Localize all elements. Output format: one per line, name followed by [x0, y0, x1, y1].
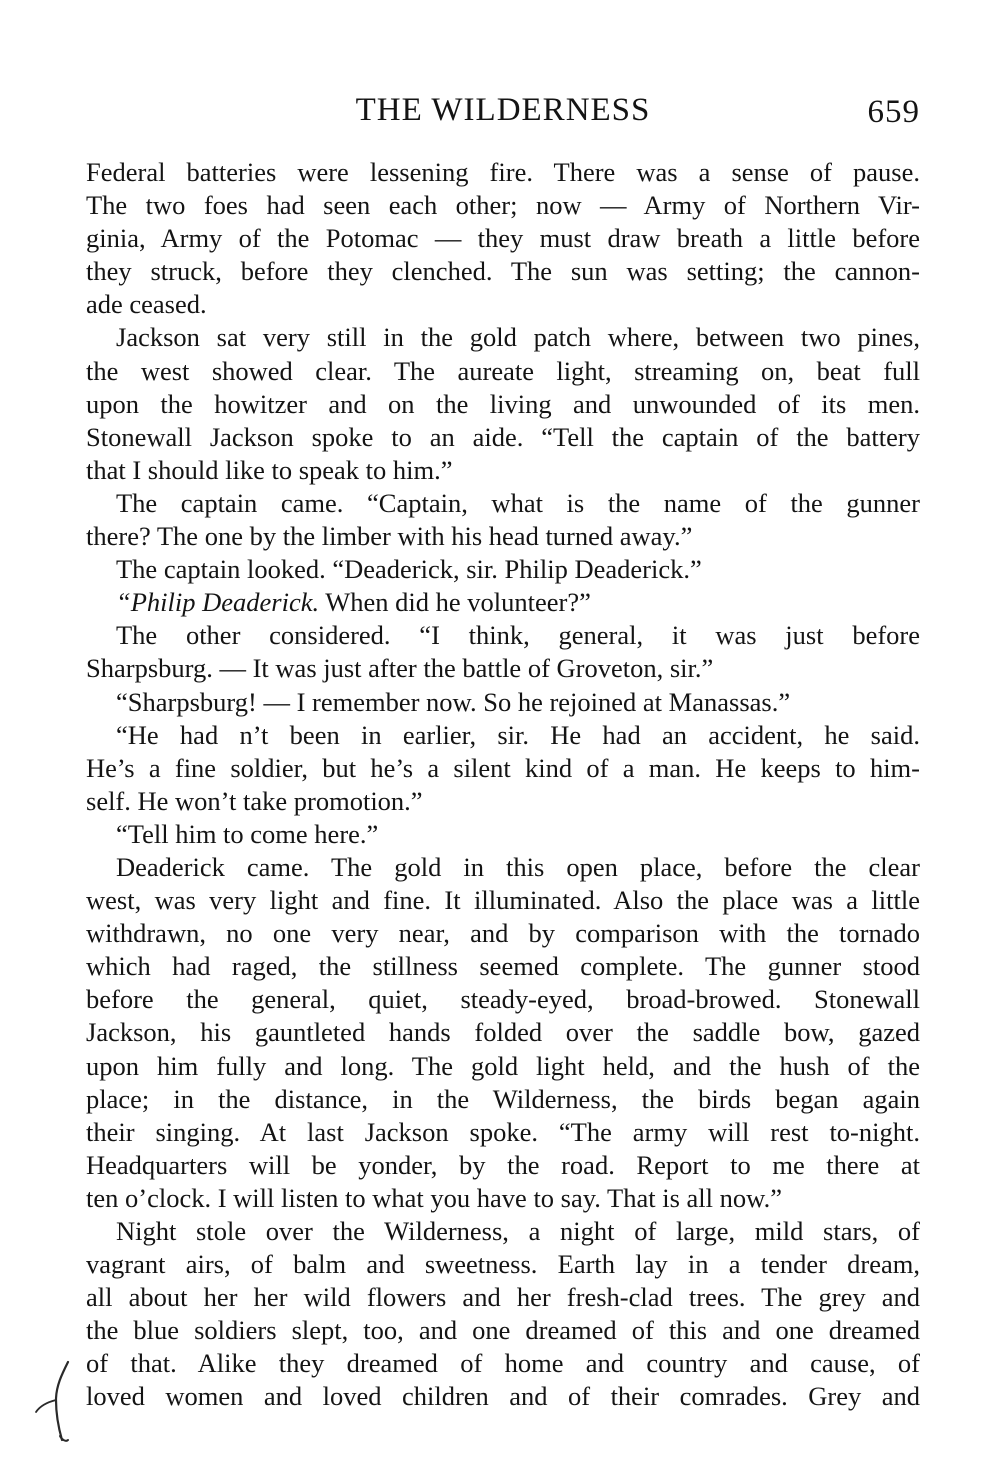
paragraph [86, 321, 920, 486]
text-span: When did he volunteer?” [319, 587, 591, 618]
text-line: ade ceased. [86, 289, 207, 320]
text-line: west, was very light and fine. It illuminated. Also the place was a little [86, 885, 920, 916]
text-line: The captain came. “Captain, what is the name of the gunner [116, 487, 920, 518]
text-line: the west showed clear. The aureate light, streaming on, beat full [86, 355, 920, 386]
paragraph [86, 619, 920, 685]
text-line: “He had n’t been in earlier, sir. He had an accident, he said. [116, 719, 920, 750]
text-line [86, 586, 920, 619]
paragraph [86, 686, 920, 719]
text-line: self. He won’t take promotion.” [86, 785, 423, 816]
paragraph [86, 818, 920, 851]
text-line: Jackson, his gauntleted hands folded over the saddle bow, gazed [86, 1017, 920, 1048]
paragraph [86, 487, 920, 553]
text-line: upon him fully and long. The gold light held, and the hush of the [86, 1050, 920, 1081]
text-line: place; in the distance, in the Wilderness, the birds began again [86, 1083, 920, 1114]
paragraph [86, 553, 920, 586]
text-line: which had raged, the stillness seemed complete. The gunner stood [86, 951, 920, 982]
text-line: all about her her wild flowers and her fresh-clad trees. The grey and [86, 1282, 920, 1313]
text-line: Deaderick came. The gold in this open place, before the clear [116, 851, 920, 882]
text-line: Stonewall Jackson spoke to an aide. “Tell the captain of the battery [86, 421, 920, 452]
text-line: Headquarters will be yonder, by the road. Report to me there at [86, 1149, 920, 1180]
text-line: that I should like to speak to him.” [86, 454, 453, 485]
running-title: THE WILDERNESS [355, 92, 651, 128]
paragraph [86, 156, 920, 321]
text-line: they struck, before they clenched. The sun was setting; the cannon- [86, 256, 920, 287]
text-line: of that. Alike they dreamed of home and country and cause, of [86, 1348, 920, 1379]
paragraph [86, 1215, 920, 1414]
margin-pencil-mark [22, 1356, 82, 1446]
text-line: vagrant airs, of balm and sweetness. Earth lay in a tender dream, [86, 1249, 920, 1280]
text-line: The captain looked. “Deaderick, sir. Philip Deaderick.” [116, 554, 702, 585]
text-line: upon the howitzer and on the living and unwounded of its men. [86, 388, 920, 419]
page-header [86, 88, 920, 138]
italic-name: “Philip Deaderick. [116, 587, 320, 618]
text-line: “Sharpsburg! — I remember now. So he rejoined at Manassas.” [116, 686, 791, 717]
paragraph [86, 719, 920, 818]
text-line: the blue soldiers slept, too, and one dreamed of this and one dreamed [86, 1315, 920, 1346]
text-line: The two foes had seen each other; now — Army of Northern Vir- [86, 190, 920, 221]
text-line: their singing. At last Jackson spoke. “The army will rest to-night. [86, 1116, 920, 1147]
text-line: “Tell him to come here.” [116, 818, 379, 849]
text-line: Federal batteries were lessening fire. There was a sense of pause. [86, 157, 920, 187]
body-text [86, 156, 920, 1414]
text-line: The other considered. “I think, general, it was just before [116, 620, 920, 651]
paragraph [86, 851, 920, 1215]
text-line: there? The one by the limber with his head turned away.” [86, 521, 693, 552]
paragraph [86, 586, 920, 619]
text-line: Jackson sat very still in the gold patch where, between two pines, [116, 322, 920, 353]
text-line: He’s a fine soldier, but he’s a silent kind of a man. He keeps to him- [86, 752, 920, 783]
text-line: before the general, quiet, steady-eyed, broad-browed. Stonewall [86, 984, 920, 1015]
text-line: Sharpsburg. — It was just after the battle of Groveton, sir.” [86, 653, 714, 684]
page-number: 659 [867, 94, 920, 130]
text-line: Night stole over the Wilderness, a night of large, mild stars, of [116, 1216, 920, 1246]
text-line: ginia, Army of the Potomac — they must draw breath a little before [86, 223, 920, 254]
text-line: ten o’clock. I will listen to what you have to say. That is all now.” [86, 1182, 782, 1213]
text-line: loved women and loved children and of their comrades. Grey and [86, 1381, 920, 1412]
text-line: withdrawn, no one very near, and by comparison with the tornado [86, 918, 920, 949]
